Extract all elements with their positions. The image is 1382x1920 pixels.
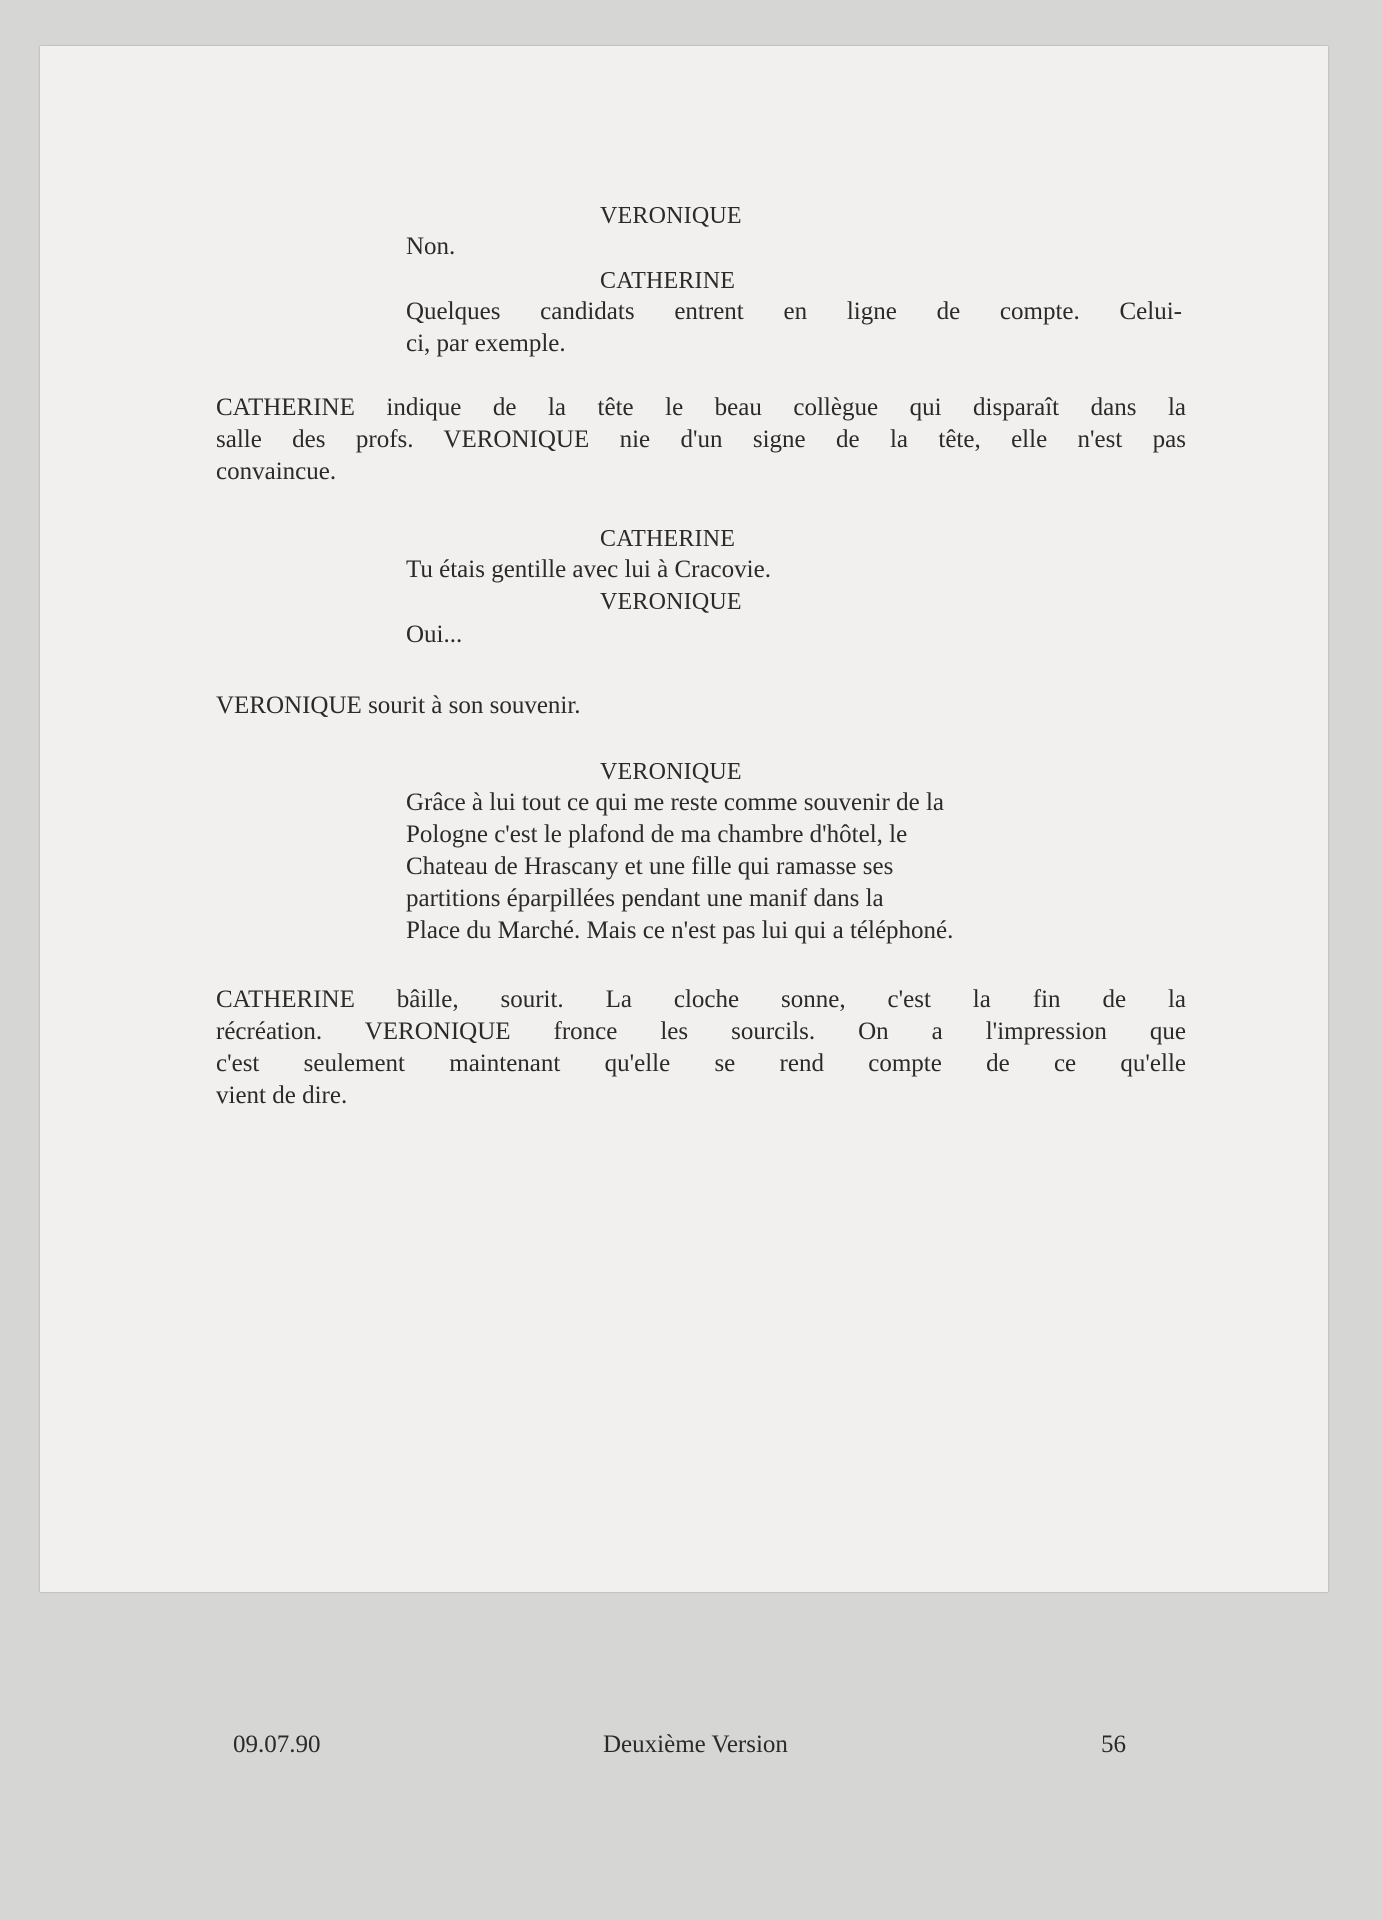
script-page — [40, 46, 1328, 1758]
dialogue-line: Oui... — [406, 621, 463, 648]
dialogue-line: Tu étais gentille avec lui à Cracovie. — [406, 556, 771, 583]
action-line: salle des profs. VERONIQUE nie d'un signe de la tête, elle n'est pas — [216, 426, 1186, 453]
character-cue: CATHERINE — [600, 268, 736, 294]
character-cue: VERONIQUE — [600, 589, 742, 615]
action-paragraph — [216, 392, 1186, 488]
dialogue-line: Place du Marché. Mais ce n'est pas lui qui a téléphoné. — [406, 917, 954, 944]
footer-date: 09.07.90 — [233, 1731, 321, 1758]
character-cue: VERONIQUE — [600, 203, 742, 229]
character-cue: CATHERINE — [600, 526, 736, 552]
action-line: c'est seulement maintenant qu'elle se rend compte de ce qu'elle — [216, 1050, 1186, 1077]
action-line: récréation. VERONIQUE fronce les sourcils. On a l'impression que — [216, 1018, 1186, 1045]
dialogue-line: Chateau de Hrascany et une fille qui ramasse ses — [406, 853, 894, 880]
page-number: 56 — [1101, 1731, 1126, 1758]
dialogue-line: Non. — [406, 233, 456, 260]
action-line: CATHERINE indique de la tête le beau collègue qui disparaît dans la — [216, 394, 1186, 421]
action-line: CATHERINE bâille, sourit. La cloche sonne, c'est la fin de la — [216, 986, 1186, 1013]
dialogue-line: Grâce à lui tout ce qui me reste comme souvenir de la — [406, 789, 944, 816]
action-paragraph — [216, 984, 1186, 1112]
footer-version: Deuxième Version — [603, 1731, 788, 1758]
dialogue-paragraph — [406, 787, 953, 947]
dialogue-paragraph — [406, 296, 1182, 360]
action-line: VERONIQUE sourit à son souvenir. — [216, 692, 581, 719]
dialogue-line: Pologne c'est le plafond de ma chambre d'hôtel, le — [406, 821, 908, 848]
dialogue-line: ci, par exemple. — [406, 330, 566, 357]
character-cue: VERONIQUE — [600, 759, 742, 785]
action-line: convaincue. — [216, 458, 337, 485]
dialogue-line: partitions éparpillées pendant une manif dans la — [406, 885, 884, 912]
action-line: vient de dire. — [216, 1082, 348, 1109]
dialogue-line: Quelques candidats entrent en ligne de compte. Celui- — [406, 298, 1182, 325]
